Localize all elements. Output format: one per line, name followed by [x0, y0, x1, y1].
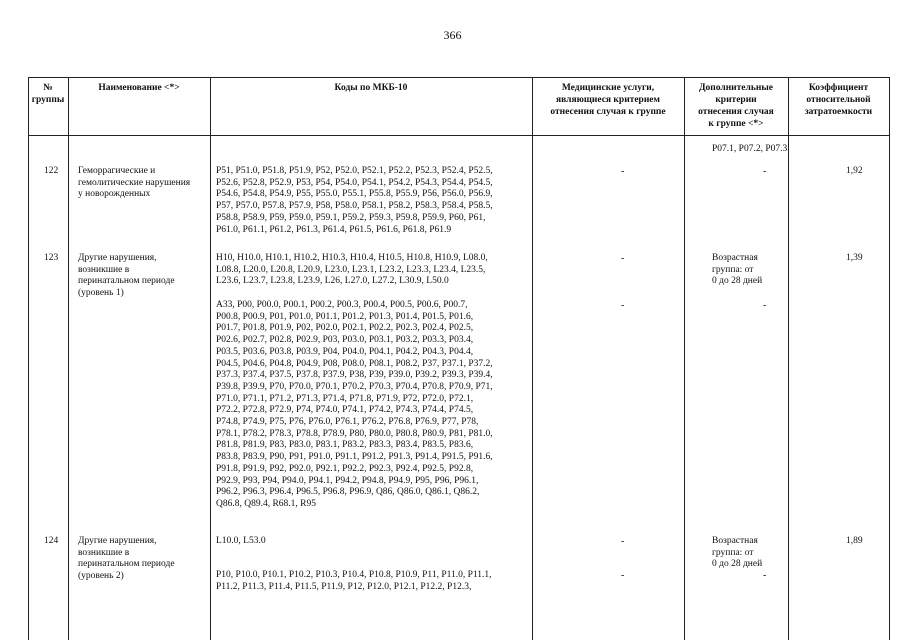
row-extra: Возрастная группа: от 0 до 28 дней — [712, 253, 763, 287]
row-num: 123 — [44, 253, 59, 263]
header-name: Наименование <*> — [98, 83, 180, 93]
row-coef: 1,89 — [846, 536, 863, 546]
row-extra-b: - — [763, 300, 767, 311]
header-codes: Коды по МКБ-10 — [334, 83, 408, 93]
row-name: Другие нарушения, возникшие в перинатальном периоде (уровень 1) — [78, 253, 175, 299]
row-services: - — [621, 253, 625, 264]
row-num: 124 — [44, 536, 59, 546]
row-extra-b: - — [763, 570, 767, 581]
row-extra: - — [763, 166, 767, 177]
row-codes: H10, H10.0, H10.1, H10.2, H10.3, H10.4, H10.5, H10.8, H10.9, L08.0, L08.8, L20.0, L20.8, L20.9, L23.0, L23.1, L23.2, L23.3, L23.4, L23.5, L23.6, L23.7, L23.8, L23.9, L26, L27.0, L27.2, L30.9, L50.0 — [216, 253, 488, 287]
header-services: Медицинские услуги, являющиеся критерием отнесения случая к группе — [550, 83, 666, 117]
page-number: 366 — [443, 28, 462, 42]
row-coef: 1,39 — [846, 253, 863, 263]
continuation-codes: P07.1, P07.2, P07.3 — [712, 144, 788, 154]
header-extra: Дополнительные критерии отнесения случая к группе <*> — [698, 83, 774, 129]
row-services: - — [621, 166, 625, 177]
row-extra: Возрастная группа: от 0 до 28 дней — [712, 536, 763, 570]
header-num: № группы — [31, 83, 65, 105]
row-codes-b: A33, P00, P00.0, P00.1, P00.2, P00.3, P00.4, P00.5, P00.6, P00.7, P00.8, P00.9, P01, P01.0, P01.1, P01.2, P01.3, P01.4, P01.5, P01.6, P01.7, P01.8, P01.9, P02, P02.0, P02.1, P02.2, P02.3, P02.4, P02.5, P02.6, P02.7, P02.8, P02.9, P03, P03.0, P03.1, P03.2, P03.3, P03.4, P03.5, P03.6, P03.8, P03.9, P04, P04.0, P04.1, P04.2, P04.3, P04.4, P04.5, P04.6, P04.8, P04.9, P08, P08.0, P08.1, P08.2, P37, P37.1, P37.2, P37.3, P37.4, P37.5, P37.8, P37.9, P38, P39, P39.0, P39.2, P39.3, P39.4, P39.8, P39.9, P70, P70.0, P70.1, P70.2, P70.3, P70.4, P70.8, P70.9, P71, P71.0, P71.1, P71.2, P71.3, P71.4, P71.8, P71.9, P72, P72.0, P72.1, P72.2, P72.8, P72.9, P74, P74.0, P74.1, P74.2, P74.3, P74.4, P74.5, P74.8, P74.9, P75, P76, P76.0, P76.1, P76.2, P76.8, P76.9, P77, P78, P78.1, P78.2, P78.3, P78.8, P78.9, P80, P80.0, P80.8, P80.9, P81, P81.0, P81.8, P81.9, P83, P83.0, P83.1, P83.2, P83.3, P83.4, P83.5, P83.6, P83.8, P83.9, P90, P91, P91.0, P91.1, P91.2, P91.3, P91.4, P91.5, P91.6, P91.8, P91.9, P92, P92.0, P92.1, P92.2, P92.3, P92.4, P92.5, P92.8, P92.9, P93, P94, P94.0, P94.1, P94.2, P94.8, P94.9, P95, P96, P96.1, P96.2, P96.3, P96.4, P96.5, P96.8, P96.9, Q86, Q86.0, Q86.1, Q86.2, Q86.8, Q89.4, R68.1, R95 — [216, 300, 493, 509]
row-codes: L10.0, L53.0 — [216, 536, 266, 546]
row-services-b: - — [621, 570, 625, 581]
row-name: Геморрагические и гемолитические нарушения у новорожденных — [78, 166, 191, 200]
row-name: Другие нарушения, возникшие в перинатальном периоде (уровень 2) — [78, 536, 175, 582]
row-services: - — [621, 536, 625, 547]
row-coef: 1,92 — [846, 166, 863, 176]
row-services-b: - — [621, 300, 625, 311]
row-codes: P51, P51.0, P51.8, P51.9, P52, P52.0, P52.1, P52.2, P52.3, P52.4, P52.5, P52.6, P52.8, P52.9, P53, P54, P54.0, P54.1, P54.2, P54.3, P54.4, P54.5, P54.6, P54.8, P54.9, P55, P55.0, P55.1, P55.8, P55.9, P56, P56.0, P56.9, P57, P57.0, P57.8, P57.9, P58, P58.0, P58.1, P58.2, P58.3, P58.4, P58.5, P58.8, P58.9, P59, P59.0, P59.1, P59.2, P59.3, P59.8, P59.9, P60, P61, P61.0, P61.1, P61.2, P61.3, P61.4, P61.5, P61.6, P61.8, P61.9 — [216, 166, 493, 235]
row-codes-b: P10, P10.0, P10.1, P10.2, P10.3, P10.4, P10.8, P10.9, P11, P11.0, P11.1, P11.2, P11.3, P11.4, P11.5, P11.9, P12, P12.0, P12.1, P12.2, P12.3, — [216, 570, 492, 592]
header-coef: Коэффициент относительной затратоемкости — [804, 83, 873, 117]
row-num: 122 — [44, 166, 59, 176]
